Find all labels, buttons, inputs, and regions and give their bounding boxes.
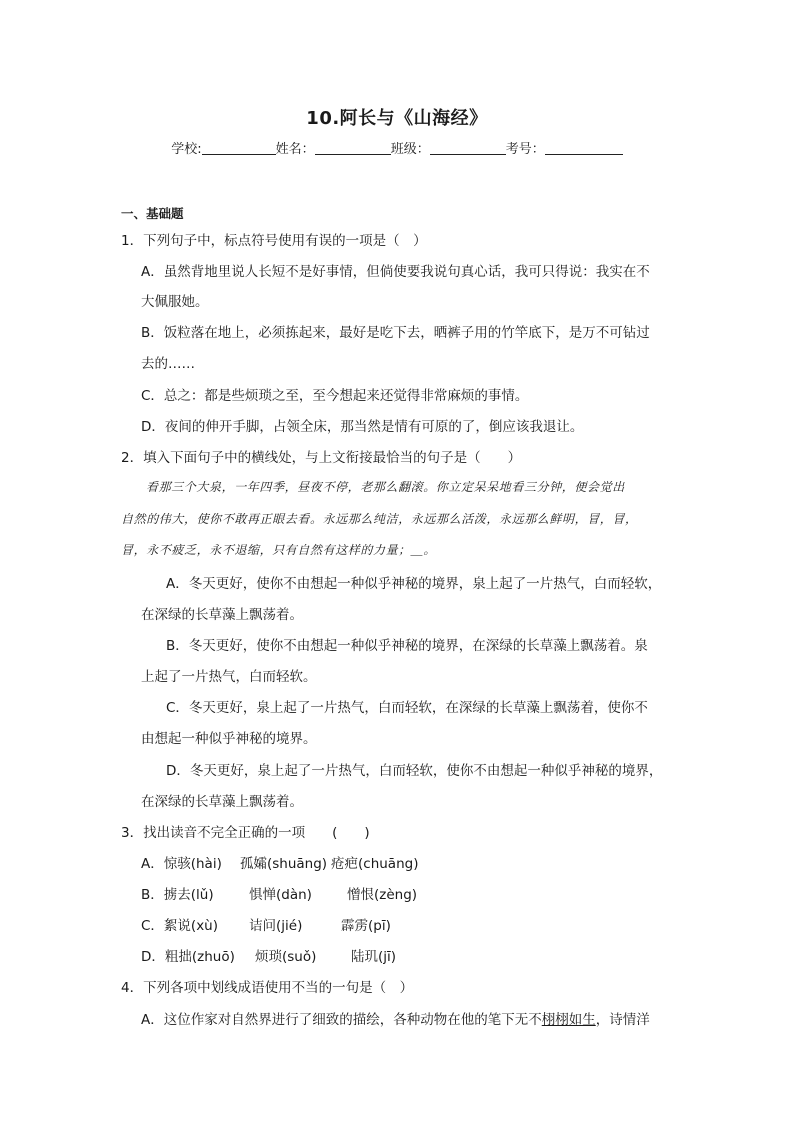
q2-option-b: B．冬天更好，使你不由想起一种似乎神秘的境界，在深绿的长草藻上飘荡着。泉 [166, 638, 648, 654]
student-info-row [0, 138, 794, 157]
school-field[interactable] [202, 141, 276, 155]
q3-stem: 3．找出读音不完全正确的一项 ( ) [121, 825, 370, 841]
q3-option-a-3: 疮疤(chuāng) [331, 856, 419, 872]
class-label: 班级： [390, 142, 430, 157]
q2-option-a-cont: 在深绿的长草藻上飘荡着。 [141, 607, 303, 623]
q3-option-c-1: C．絮说(xù) [141, 918, 219, 934]
section-heading: 一、基础题 [121, 206, 184, 221]
q2-option-d: D．冬天更好，泉上起了一片热气，白而轻软，使你不由想起一种似乎神秘的境界， [166, 763, 663, 779]
q1-option-b: B．饭粒落在地上，必须拣起来，最好是吃下去，晒裤子用的竹竿底下，是万不可钻过 [141, 325, 650, 341]
q2-passage-line3: 冒，永不疲乏，永不退缩，只有自然有这样的力量；＿。 [121, 543, 437, 557]
exam-no-field[interactable] [545, 141, 623, 155]
q3-option-a-2: 孤孀(shuāng) [240, 856, 328, 872]
q4-stem: 4．下列各项中划线成语使用不当的一句是（ ） [121, 980, 414, 996]
q3-option-c-2: 诘问(jié) [249, 918, 303, 934]
exam-no-label: 考号： [505, 142, 545, 157]
q3-option-d-2: 烦琐(suǒ) [255, 949, 317, 965]
q1-option-a-cont: 大佩服她。 [141, 294, 209, 310]
name-label: 姓名： [275, 142, 315, 157]
page-title: 10.阿长与《山海经》 [306, 108, 488, 129]
q2-passage-line2: 自然的伟大，使你不敢再正眼去看。永远那么纯洁，永远那么活泼，永远那么鲜明，冒，冒， [121, 512, 638, 526]
q2-passage-line1: 看那三个大泉，一年四季，昼夜不停，老那么翻滚。你立定呆呆地看三分钟，便会觉出 [146, 480, 625, 494]
q1-option-d: D．夜间的伸开手脚，占领全床，那当然是情有可原的了，倒应该我退让。 [141, 419, 584, 435]
q2-option-b-cont: 上起了一片热气，白而轻软。 [141, 669, 317, 685]
q4-option-a [141, 1008, 650, 1028]
q4-option-a-text-end: ，诗情洋 [595, 1012, 650, 1028]
q3-option-b-3: 憎恨(zèng) [347, 887, 418, 903]
q2-option-c: C．冬天更好，泉上起了一片热气，白而轻软，在深绿的长草藻上飘荡着，使你不 [166, 700, 648, 716]
q1-option-c: C．总之：都是些烦琐之至，至今想起来还觉得非常麻烦的事情。 [141, 388, 529, 404]
q1-option-a: A．虽然背地里说人长短不是好事情，但倘使要我说句真心话，我可只得说：我实在不 [141, 264, 650, 280]
q3-option-d-1: D．粗拙(zhuō) [141, 949, 235, 965]
class-field[interactable] [430, 141, 506, 155]
q3-option-b-1: B．掳去(lǔ) [141, 887, 214, 903]
q2-stem: 2．填入下面句子中的横线处，与上文衔接最恰当的句子是（ ） [121, 450, 522, 466]
q1-stem: 1．下列句子中，标点符号使用有误的一项是（ ） [121, 233, 427, 249]
q3-option-b-2: 惧惮(dàn) [249, 887, 312, 903]
school-label: 学校: [171, 142, 202, 157]
q4-option-a-text: A．这位作家对自然界进行了细致的描绘，各种动物在他的笔下无不 [141, 1012, 542, 1028]
name-field[interactable] [315, 141, 391, 155]
q2-option-d-cont: 在深绿的长草藻上飘荡着。 [141, 794, 303, 810]
q3-option-d-3: 陆玑(jī) [351, 949, 397, 965]
q3-option-a-1: A．惊骇(hài) [141, 856, 222, 872]
q2-option-a: A．冬天更好，使你不由想起一种似乎神秘的境界，泉上起了一片热气，白而轻软， [166, 576, 662, 592]
q3-option-c-3: 霹雳(pī) [341, 918, 391, 934]
q1-option-b-cont: 去的…… [141, 356, 195, 372]
q4-underlined-idiom: 栩栩如生 [541, 1012, 596, 1028]
q2-option-c-cont: 由想起一种似乎神秘的境界。 [141, 731, 317, 747]
